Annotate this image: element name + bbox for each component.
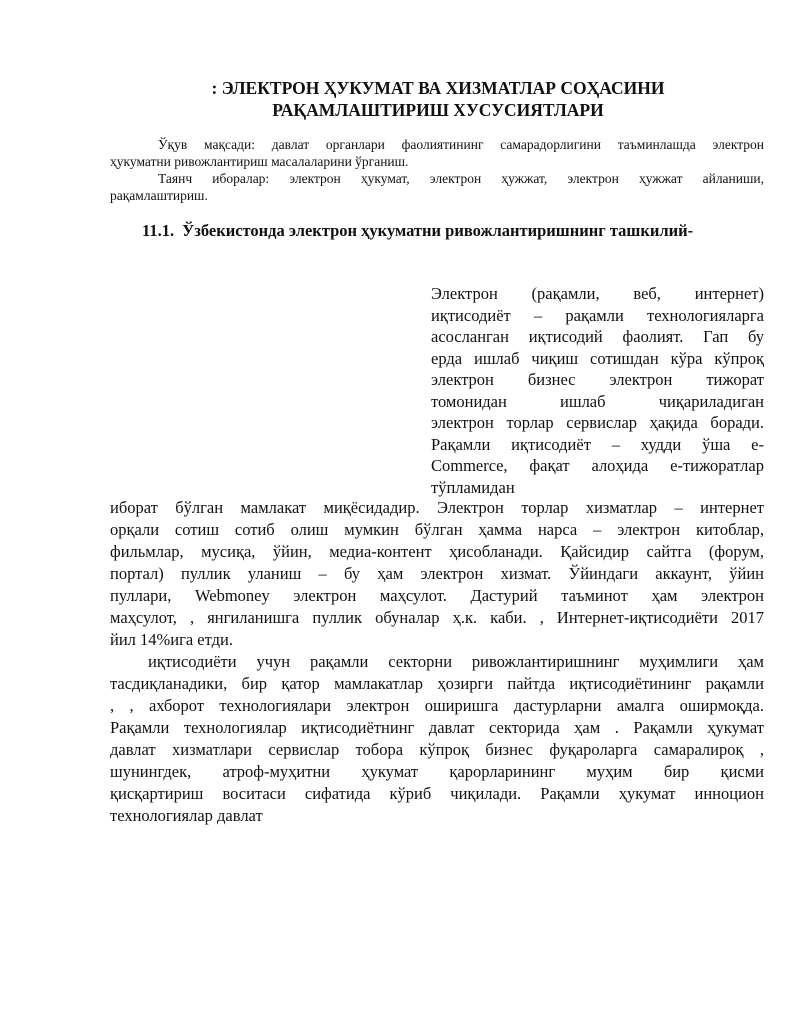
body-line: давлат хизматлари сервислар тобора кўпроқ бизнес фуқароларга самаралироқ , [110, 740, 764, 759]
column-line: электрон торлар сервислар ҳақида боради. [431, 413, 764, 432]
keywords-line-1: Таянч иборалар: электрон ҳукумат, электрон ҳужжат, электрон ҳужжат айланиши, [158, 171, 764, 186]
body-line: тасдиқланадики, бир қатор мамлакатлар ҳозирги пайтда иқтисодиётининг рақамли [110, 674, 764, 693]
column-line: томонидан ишлаб чиқариладиган [431, 391, 764, 411]
column-line: асосланган иқтисодий фаолият. Гап бу [431, 327, 764, 346]
body-line: иқтисодиёти учун рақамли секторни ривожлантиришнинг муҳимлиги ҳам [148, 652, 764, 671]
body-line: портал) пуллик уланиш – бу ҳам электрон хизмат. Ўйиндаги аккаунт, ўйин [110, 564, 764, 583]
column-line: Рақамли иқтисодиёт – худди ўша e- [431, 434, 764, 454]
page-title [110, 77, 766, 121]
column-line: Электрон (рақамли, веб, интернет) [431, 284, 764, 303]
body-line: қисқартириш воситаси сифатида кўриб чиқилади. Рақамли ҳукумат инноцион [110, 784, 764, 803]
body-line: иборат бўлган мамлакат миқёсидадир. Электрон торлар хизматлар – интернет [110, 498, 764, 517]
title-line-1: : ЭЛЕКТРОН ҲУКУМАТ ВА ХИЗМАТЛАР СОҲАСИНИ [211, 78, 665, 98]
goal-line-2: ҳукуматни ривожлантириш масалаларини ўрганиш. [110, 154, 409, 169]
column-line: ерда ишлаб чиқиш сотишдан кўра кўпроқ [431, 348, 764, 368]
body-line: шунингдек, атроф-муҳитни ҳукумат қарорларининг муҳим бир қисми [110, 762, 764, 781]
body-line: , , ахборот технологиялари электрон оширишга дастурларни амалга оширмоқда. [110, 696, 764, 715]
right-column-text [431, 283, 764, 498]
keywords-line-2: рақамлаштириш. [110, 188, 208, 203]
body-line: Рақамли технологиялар иқтисодиётнинг давлат секторида ҳам . Рақамли ҳукумат [110, 718, 764, 737]
title-line-2: РАҚАМЛАШТИРИШ ХУСУСИЯТЛАРИ [272, 100, 604, 120]
section-title: Ўзбекистонда электрон ҳукуматни ривожлантиришнинг ташкилий- [182, 221, 694, 240]
body-line: фильмлар, мусиқа, ўйин, медиа-контент ҳисобланади. Қайсидир сайтга (форум, [110, 542, 764, 561]
section-number: 11.1. [142, 221, 175, 240]
goal-line-1: Ўқув мақсади: давлат органлари фаолиятининг самарадорлигини таъминлашда электрон [158, 137, 764, 152]
body-line: орқали сотиш сотиб олиш мумкин бўлган ҳамма нарса – электрон китоблар, [110, 520, 764, 539]
body-line: пуллари, Webmoney электрон маҳсулот. Дастурий таъминот ҳам электрон [110, 586, 764, 605]
column-line: иқтисодиёт – рақамли технологияларга [431, 305, 764, 325]
learning-goal [110, 136, 764, 204]
column-line: тўпламидан [431, 477, 515, 497]
column-line: Commerce, фақат алоҳида e-тижоратлар [431, 456, 764, 475]
body-line: маҳсулот, , янгиланишга пуллик обуналар ҳ.к. каби. , Интернет-иқтисодиёти 2017 [110, 608, 764, 627]
section-heading [142, 221, 693, 241]
body-line: йил 14%ига етди. [110, 630, 233, 649]
body-line: технологиялар давлат [110, 806, 263, 825]
column-line: электрон бизнес электрон тижорат [431, 370, 764, 389]
body-text [110, 497, 764, 827]
